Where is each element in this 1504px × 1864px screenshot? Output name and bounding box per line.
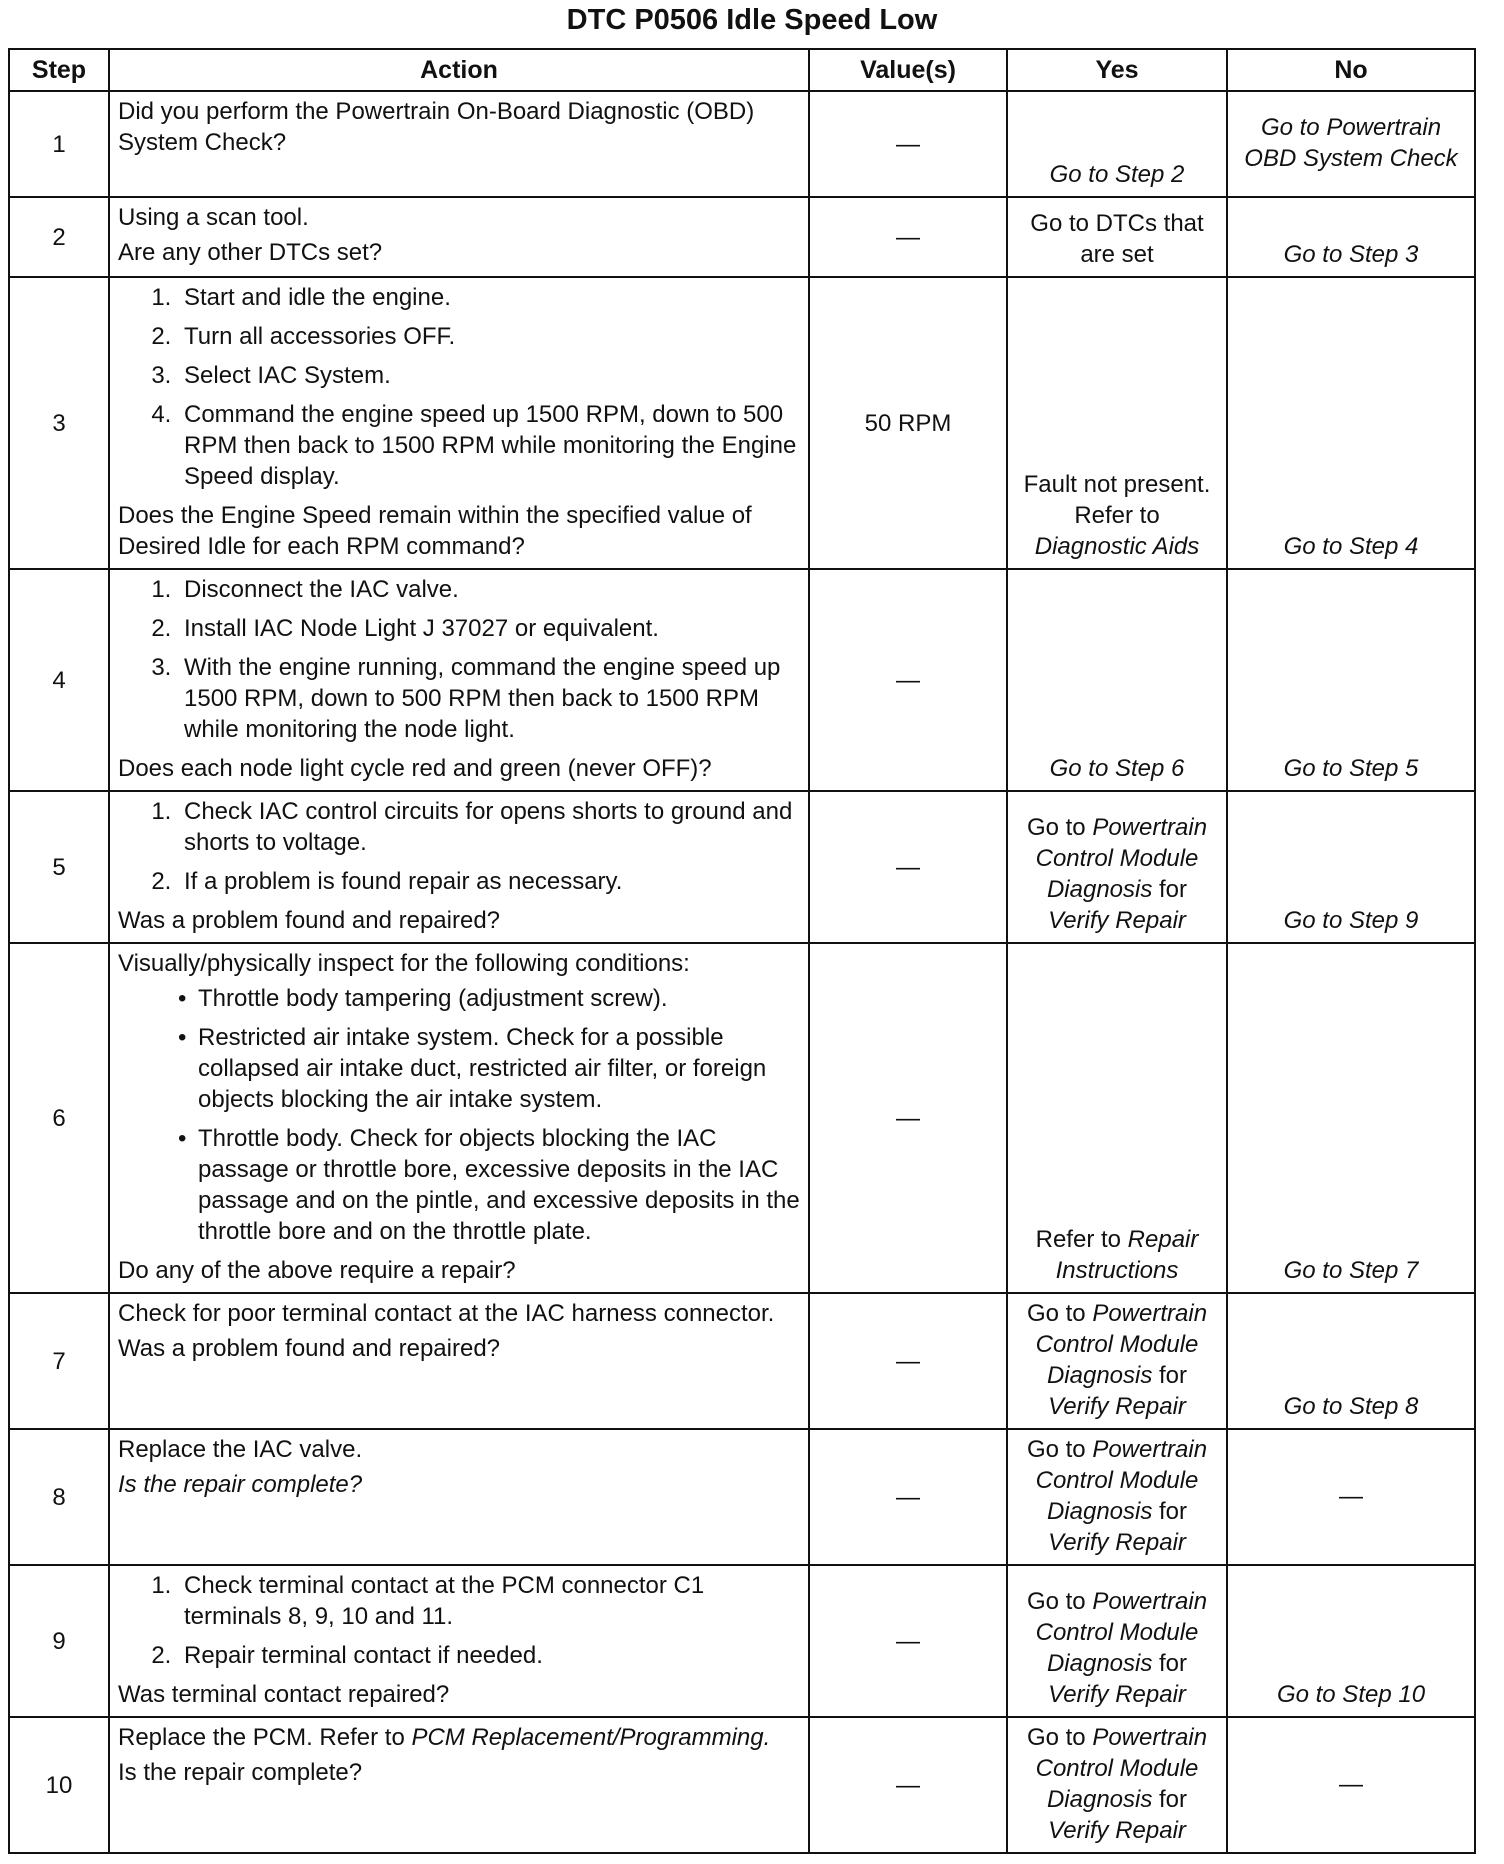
yes-link: Powertrain Control Module — [1035, 814, 1208, 872]
yes-link: Powertrain Control Module — [1035, 1724, 1208, 1782]
table-row — [9, 569, 1475, 791]
list-item: 1. Start and idle the engine. — [178, 282, 800, 313]
action-text: Check for poor terminal contact at the IAC harness connector. — [118, 1300, 775, 1327]
yes-link: Powertrain Control Module — [1035, 1588, 1208, 1646]
action-steps — [118, 796, 800, 897]
yes-for: for — [1159, 1786, 1188, 1813]
action-question: Was terminal contact repaired? — [118, 1681, 450, 1708]
yes-cell: Go to Step 2 — [1007, 91, 1227, 197]
page-title: DTC P0506 Idle Speed Low — [566, 4, 938, 36]
yes-link: Diagnosis — [1046, 1650, 1153, 1677]
list-item: 4. Command the engine speed up 1500 RPM, down to 500 RPM then back to 1500 RPM while monitoring the Engine Speed display. — [178, 399, 800, 492]
yes-link: Diagnosis — [1046, 1362, 1153, 1389]
yes-go-to: Go to — [1026, 814, 1086, 841]
yes-link: Powertrain Control Module — [1035, 1436, 1208, 1494]
yes-cell — [1007, 1293, 1227, 1429]
action-cell — [109, 277, 809, 569]
list-item: 1. Disconnect the IAC valve. — [178, 574, 800, 605]
list-item: 2. Install IAC Node Light J 37027 or equivalent. — [178, 613, 800, 644]
yes-go-to: Go to — [1026, 1300, 1086, 1327]
action-text: Replace the PCM. Refer to — [118, 1724, 405, 1751]
no-cell: — — [1227, 1429, 1475, 1565]
list-item: 1. Check IAC control circuits for opens shorts to ground and shorts to voltage. — [178, 796, 800, 858]
action-text: Replace the IAC valve. — [118, 1436, 363, 1463]
table-row — [9, 197, 1475, 277]
yes-for: for — [1159, 1498, 1188, 1525]
step-number: 7 — [9, 1293, 109, 1429]
value-cell: — — [809, 1565, 1007, 1717]
value-cell: — — [809, 91, 1007, 197]
yes-go-to: Go to — [1026, 1724, 1086, 1751]
table-row — [9, 1565, 1475, 1717]
action-steps — [118, 1570, 800, 1671]
list-item: 2. If a problem is found repair as necessary. — [178, 866, 800, 897]
value-cell: — — [809, 197, 1007, 277]
no-cell: Go to Step 3 — [1227, 197, 1475, 277]
value-cell: — — [809, 1293, 1007, 1429]
yes-link: Verify Repair — [1048, 1393, 1186, 1420]
action-cell — [109, 791, 809, 943]
list-item: 3. With the engine running, command the engine speed up 1500 RPM, down to 500 RPM then back to 1500 RPM while monitoring the node light. — [178, 652, 800, 745]
action-cell — [109, 91, 809, 197]
no-cell: Go to Powertrain OBD System Check — [1227, 91, 1475, 197]
yes-for: for — [1159, 1650, 1188, 1677]
action-text: Did you perform the Powertrain On-Board Diagnostic (OBD) System Check? — [118, 98, 755, 156]
yes-go-to: Go to — [1026, 1588, 1086, 1615]
table-row — [9, 277, 1475, 569]
yes-cell — [1007, 277, 1227, 569]
diagnostic-table — [8, 48, 1476, 1854]
table-row — [9, 91, 1475, 197]
step-number: 2 — [9, 197, 109, 277]
table-row — [9, 943, 1475, 1293]
step-number: 9 — [9, 1565, 109, 1717]
action-cell — [109, 943, 809, 1293]
value-cell: — — [809, 943, 1007, 1293]
yes-cell — [1007, 1717, 1227, 1853]
action-cell — [109, 197, 809, 277]
action-cell — [109, 569, 809, 791]
header-values: Value(s) — [809, 49, 1007, 91]
action-question: Was a problem found and repaired? — [118, 907, 501, 934]
yes-link: Diagnosis — [1046, 876, 1153, 903]
step-number: 5 — [9, 791, 109, 943]
header-action: Action — [109, 49, 809, 91]
yes-link: Diagnosis — [1046, 1786, 1153, 1813]
action-question: Is the repair complete? — [118, 1759, 363, 1786]
value-cell: — — [809, 791, 1007, 943]
yes-link: Verify Repair — [1048, 1681, 1186, 1708]
action-cell — [109, 1717, 809, 1853]
value-cell: — — [809, 569, 1007, 791]
no-cell: — — [1227, 1717, 1475, 1853]
yes-link: Powertrain Control Module — [1035, 1300, 1208, 1358]
no-cell: Go to Step 7 — [1227, 943, 1475, 1293]
list-item: 2. Repair terminal contact if needed. — [178, 1640, 800, 1671]
yes-link: Verify Repair — [1048, 1529, 1186, 1556]
yes-link: Diagnostic Aids — [1034, 533, 1200, 560]
yes-link: Verify Repair — [1048, 907, 1186, 934]
value-cell: — — [809, 1717, 1007, 1853]
yes-cell: Go to Step 6 — [1007, 569, 1227, 791]
yes-for: for — [1159, 876, 1188, 903]
table-row — [9, 1429, 1475, 1565]
list-item: 3. Select IAC System. — [178, 360, 800, 391]
yes-text: Refer to — [1035, 1226, 1121, 1253]
action-cell — [109, 1429, 809, 1565]
header-no: No — [1227, 49, 1475, 91]
action-text: Visually/physically inspect for the following conditions: — [118, 950, 690, 977]
no-cell: Go to Step 9 — [1227, 791, 1475, 943]
step-number: 3 — [9, 277, 109, 569]
yes-go-to: Go to — [1026, 1436, 1086, 1463]
action-question: Was a problem found and repaired? — [118, 1335, 501, 1362]
list-item: • Throttle body tampering (adjustment screw). — [178, 983, 800, 1014]
table-row — [9, 791, 1475, 943]
table-row — [9, 1293, 1475, 1429]
list-item: 2. Turn all accessories OFF. — [178, 321, 800, 352]
list-item: • Throttle body. Check for objects blocking the IAC passage or throttle bore, excessive deposits in the IAC passage and on the pintle, and excessive deposits in the throttle bore and on the throttle plate. — [178, 1123, 800, 1247]
action-link: PCM Replacement/Programming. — [411, 1724, 771, 1751]
yes-cell — [1007, 1429, 1227, 1565]
step-number: 4 — [9, 569, 109, 791]
no-cell: Go to Step 10 — [1227, 1565, 1475, 1717]
step-number: 1 — [9, 91, 109, 197]
yes-link: Verify Repair — [1048, 1817, 1186, 1844]
header-row — [9, 49, 1475, 91]
list-item: 1. Check terminal contact at the PCM connector C1 terminals 8, 9, 10 and 11. — [178, 1570, 800, 1632]
list-item: • Restricted air intake system. Check for a possible collapsed air intake duct, restricted air filter, or foreign objects blocking the air intake system. — [178, 1022, 800, 1115]
step-number: 8 — [9, 1429, 109, 1565]
yes-cell — [1007, 791, 1227, 943]
yes-cell — [1007, 1565, 1227, 1717]
yes-link: Diagnosis — [1046, 1498, 1153, 1525]
action-question: Is the repair complete? — [118, 1471, 363, 1498]
action-cell — [109, 1565, 809, 1717]
action-text: Using a scan tool. — [118, 204, 309, 231]
yes-cell: Go to DTCs that are set — [1007, 197, 1227, 277]
table-row — [9, 1717, 1475, 1853]
yes-text: Fault not present. Refer to — [1023, 471, 1211, 529]
no-cell: Go to Step 4 — [1227, 277, 1475, 569]
no-cell: Go to Step 8 — [1227, 1293, 1475, 1429]
action-question: Are any other DTCs set? — [118, 239, 383, 266]
yes-cell — [1007, 943, 1227, 1293]
action-question: Does the Engine Speed remain within the specified value of Desired Idle for each RPM command? — [118, 502, 752, 560]
header-yes: Yes — [1007, 49, 1227, 91]
action-question: Do any of the above require a repair? — [118, 1257, 516, 1284]
action-bullets — [118, 983, 800, 1247]
step-number: 6 — [9, 943, 109, 1293]
action-question: Does each node light cycle red and green (never OFF)? — [118, 755, 712, 782]
value-cell: — — [809, 1429, 1007, 1565]
yes-link: Repair Instructions — [1055, 1226, 1199, 1284]
action-steps — [118, 282, 800, 492]
action-steps — [118, 574, 800, 745]
action-cell — [109, 1293, 809, 1429]
value-cell: 50 RPM — [809, 277, 1007, 569]
step-number: 10 — [9, 1717, 109, 1853]
no-cell: Go to Step 5 — [1227, 569, 1475, 791]
header-step: Step — [9, 49, 109, 91]
yes-for: for — [1159, 1362, 1188, 1389]
